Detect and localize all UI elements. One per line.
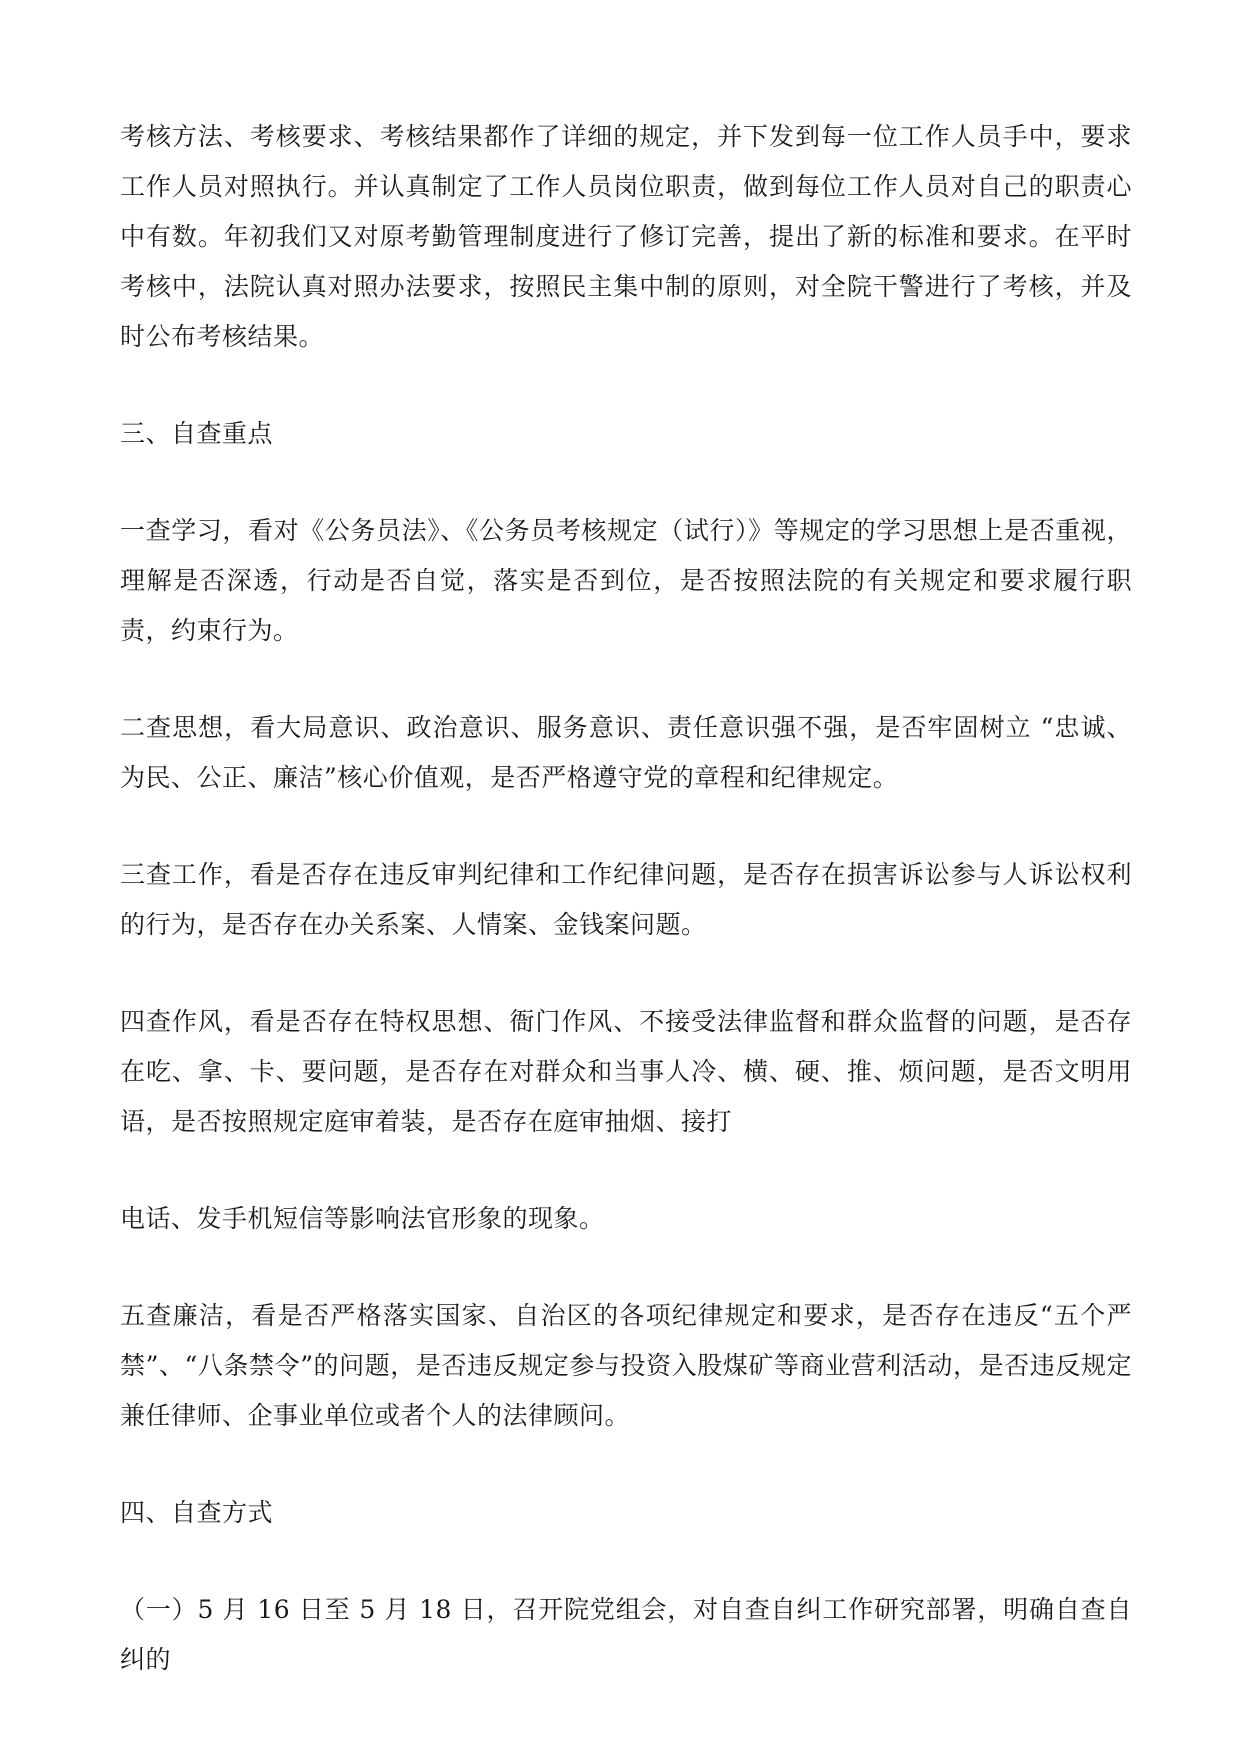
- paragraph-check-style: 四查作风，看是否存在特权思想、衙门作风、不接受法律监督和群众监督的问题，是否存在吃、拿、卡、要问题，是否存在对群众和当事人冷、横、硬、推、烦问题，是否文明用语，是否按照规定庭审着装，是否存在庭审抽烟、接打: [120, 1007, 1132, 1136]
- paragraph-method-one: （一）5 月 16 日至 5 月 18 日，召开院党组会，对自查自纠工作研究部署，明确自查自纠的: [120, 1595, 1132, 1674]
- paragraph-assessment-rules: 考核方法、考核要求、考核结果都作了详细的规定，并下发到每一位工作人员手中，要求工作人员对照执行。并认真制定了工作人员岗位职责，做到每位工作人员对自己的职责心中有数。年初我们又对原考勤管理制度进行了修订完善，提出了新的标准和要求。在平时考核中，法院认真对照办法要求，按照民主集中制的原则，对全院干警进行了考核，并及时公布考核结果。: [120, 122, 1132, 351]
- paragraph-check-study: 一查学习，看对《公务员法》、《公务员考核规定（试行）》等规定的学习思想上是否重视，理解是否深透，行动是否自觉，落实是否到位，是否按照法院的有关规定和要求履行职责，约束行为。: [120, 516, 1132, 645]
- document-page: [120, 112, 1132, 1732]
- section-heading-self-check-focus: 三、自查重点: [120, 419, 274, 448]
- paragraph-check-work: 三查工作，看是否存在违反审判纪律和工作纪律问题，是否存在损害诉讼参与人诉讼权利的行为，是否存在办关系案、人情案、金钱案问题。: [120, 860, 1132, 939]
- section-heading-self-check-method: 四、自查方式: [120, 1498, 274, 1527]
- paragraph-check-thought: 二查思想，看大局意识、政治意识、服务意识、责任意识强不强，是否牢固树立 “忠诚、为民、公正、廉洁”核心价值观，是否严格遵守党的章程和纪律规定。: [120, 713, 1132, 792]
- paragraph-check-style-continued: 电话、发手机短信等影响法官形象的现象。: [120, 1204, 605, 1233]
- paragraph-check-integrity: 五查廉洁，看是否严格落实国家、自治区的各项纪律规定和要求，是否存在违反“五个严禁”、“八条禁令”的问题，是否违反规定参与投资入股煤矿等商业营利活动，是否违反规定兼任律师、企事业单位或者个人的法律顾问。: [120, 1301, 1132, 1430]
